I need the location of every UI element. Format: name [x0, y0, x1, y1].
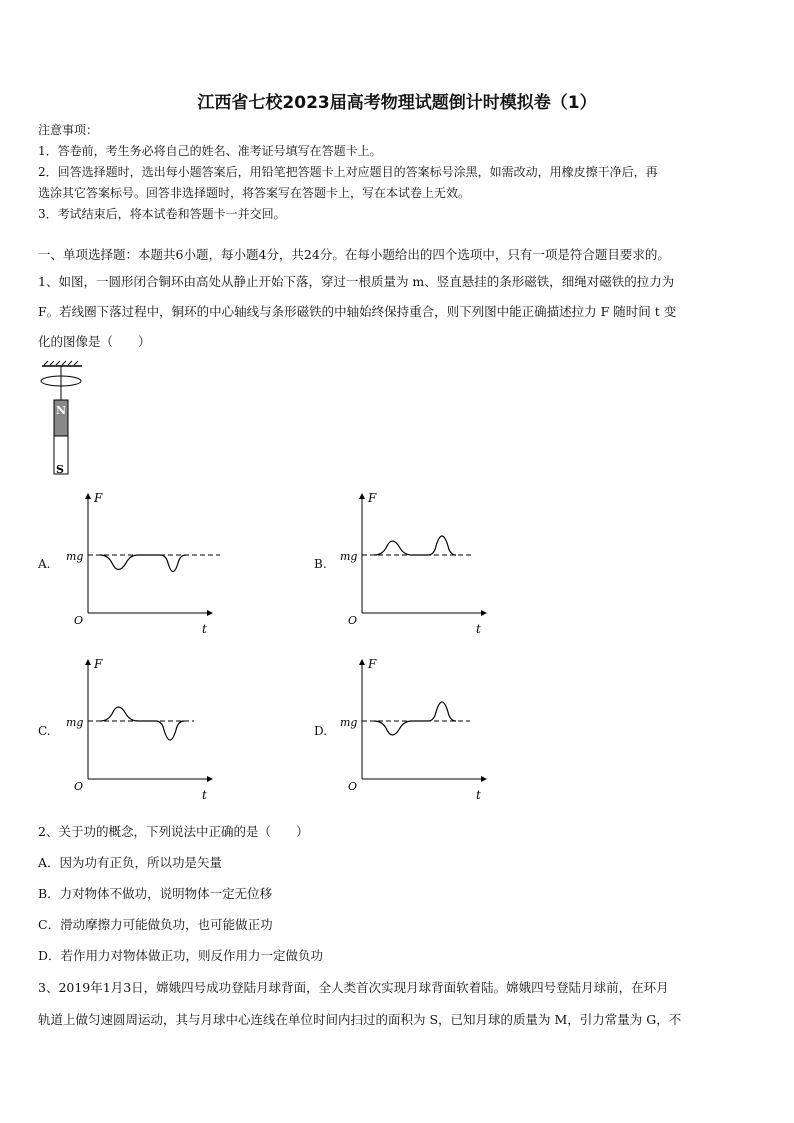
mg-label: mg — [340, 550, 358, 563]
origin-label: O — [74, 780, 84, 793]
t-label: t — [202, 788, 207, 802]
q1-stem-line3: 化的图像是（ ） — [38, 334, 151, 349]
f-label: F — [368, 491, 377, 505]
mg-label: mg — [66, 716, 84, 729]
graph-a — [60, 488, 220, 638]
option-d-label: D. — [314, 724, 328, 738]
magnet-n-label: N — [56, 404, 67, 417]
t-label: t — [476, 622, 481, 636]
page-title: 江西省七校2023届高考物理试题倒计时模拟卷（1） — [197, 93, 597, 113]
curve — [374, 702, 456, 735]
graph-d — [334, 654, 494, 804]
notice-item-2: 2．回答选择题时，选出每小题答案后，用铅笔把答题卡上对应题目的答案标号涂黑，如需改动，用橡皮擦干净后，再 — [38, 165, 658, 179]
f-label: F — [94, 657, 103, 671]
q2-option-c: C．滑动摩擦力可能做负功，也可能做正功 — [38, 917, 273, 932]
notice-heading: 注意事项： — [38, 123, 99, 137]
q2-stem: 2、关于功的概念，下列说法中正确的是（ ） — [38, 824, 309, 839]
mg-label: mg — [66, 550, 84, 563]
t-label: t — [202, 622, 207, 636]
q2-option-d: D．若作用力对物体做正功，则反作用力一定做负功 — [38, 948, 324, 963]
t-label: t — [476, 788, 481, 802]
curve — [100, 707, 184, 740]
option-b-label: B. — [314, 557, 327, 571]
curve — [374, 536, 456, 555]
mg-label: mg — [340, 716, 358, 729]
curve — [100, 555, 186, 572]
magnet-s-label: S — [56, 463, 64, 476]
graph-c — [60, 654, 220, 804]
option-c-label: C. — [38, 724, 51, 738]
q2-option-b: B．力对物体不做功，说明物体一定无位移 — [38, 886, 273, 901]
notice-item-1: 1．答卷前，考生务必将自己的姓名、准考证号填写在答题卡上。 — [38, 144, 382, 158]
option-a-label: A. — [38, 557, 51, 571]
q3-stem-line2: 轨道上做匀速圆周运动，其与月球中心连线在单位时间内扫过的面积为 S，已知月球的质量为 M，引力常量为 G，不 — [38, 1012, 682, 1027]
q2-option-a: A．因为功有正负，所以功是矢量 — [38, 855, 223, 870]
f-label: F — [368, 657, 377, 671]
f-label: F — [94, 491, 103, 505]
origin-label: O — [348, 614, 358, 627]
origin-label: O — [74, 614, 84, 627]
graph-b — [334, 488, 494, 638]
q1-stem-line2: F。若线圈下落过程中，铜环的中心轴线与条形磁铁的中轴始终保持重合，则下列图中能正确描述拉力 F 随时间 t 变 — [38, 304, 677, 319]
notice-item-3: 3．考试结束后，将本试卷和答题卡一并交回。 — [38, 207, 286, 221]
magnet-figure — [36, 360, 96, 480]
ceiling-hatch — [42, 361, 82, 366]
q3-stem-line1: 3、2019年1月3日，嫦娥四号成功登陆月球背面，全人类首次实现月球背面软着陆。嫦娥四号登陆月球前，在环月 — [38, 980, 669, 995]
section-heading: 一、单项选择题：本题共6小题，每小题4分，共24分。在每小题给出的四个选项中，只有一项是符合题目要求的。 — [38, 247, 670, 262]
origin-label: O — [348, 780, 358, 793]
notice-item-2-cont: 选涂其它答案标号。回答非选择题时，将答案写在答题卡上，写在本试卷上无效。 — [38, 186, 471, 200]
q1-stem-line1: 1、如图，一圆形闭合铜环由高处从静止开始下落，穿过一根质量为 m、竖直悬挂的条形磁铁，细绳对磁铁的拉力为 — [38, 274, 675, 289]
